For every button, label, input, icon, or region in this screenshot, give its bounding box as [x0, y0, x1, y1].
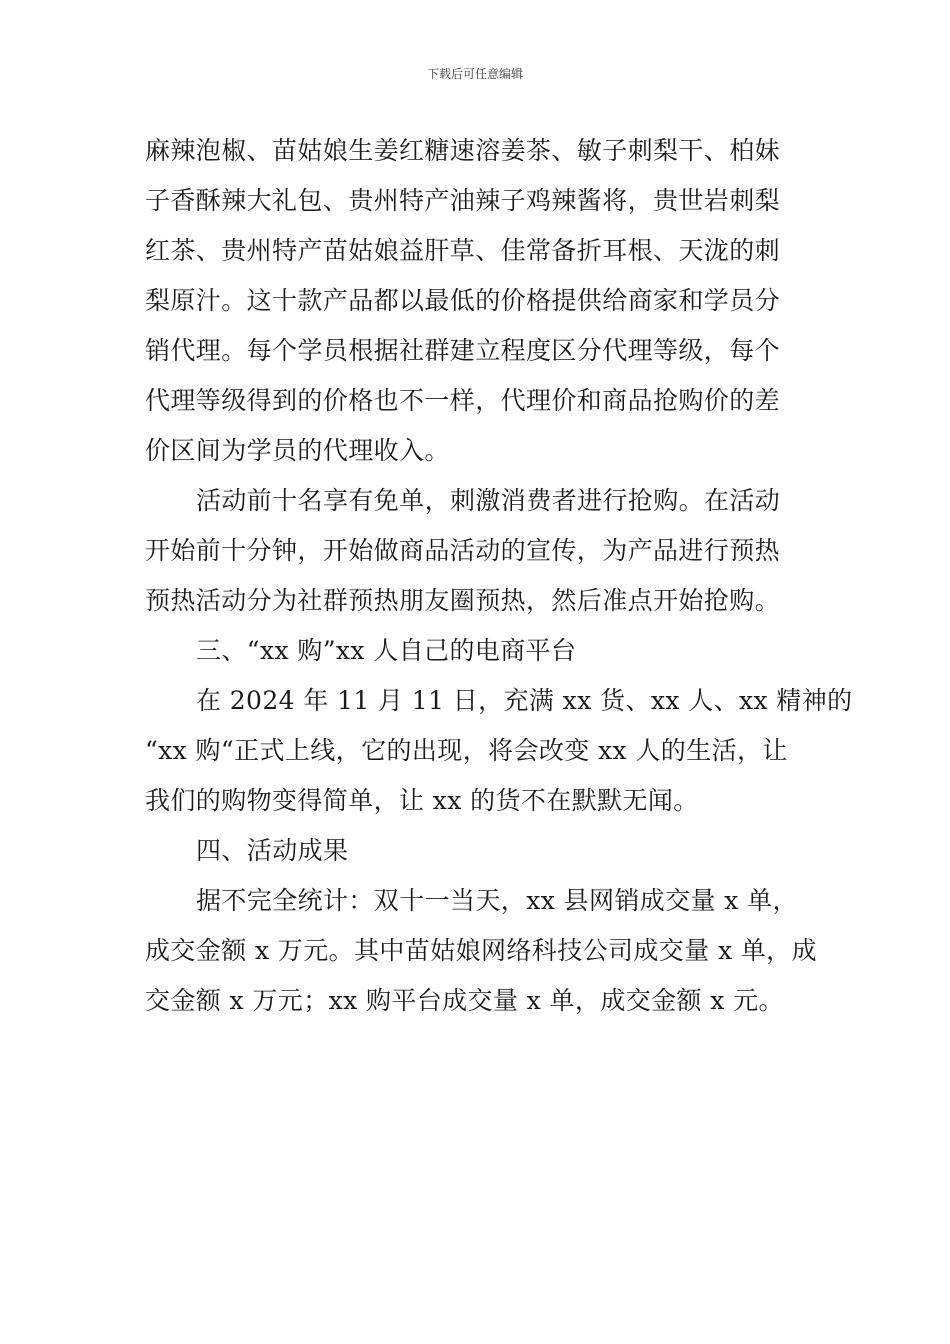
text-line: 在 2024 年 11 月 11 日，充满 xx 货、xx 人、xx 精神的	[196, 686, 853, 715]
page-header: 下载后可任意编辑	[426, 67, 523, 81]
text-line: 交金额 x 万元；xx 购平台成交量 x 单，成交金额 x 元。	[145, 986, 784, 1015]
text-line: 梨原汁。这十款产品都以最低的价格提供给商家和学员分	[145, 286, 781, 315]
heading-line: 三、“xx 购”xx 人自己的电商平台	[196, 636, 577, 665]
text-line: 开始前十分钟，开始做商品活动的宣传，为产品进行预热	[145, 536, 781, 565]
paragraph-platform	[145, 676, 853, 826]
section-heading-4	[145, 826, 810, 876]
text-line: 红茶、贵州特产苗姑娘益肝草、佳常备折耳根、天泷的刺	[145, 236, 781, 265]
text-line: 成交金额 x 万元。其中苗姑娘网络科技公司成交量 x 单，成	[145, 936, 817, 965]
paragraph-product-list	[145, 126, 810, 476]
text-line: 活动前十名享有免单，刺激消费者进行抢购。在活动	[196, 486, 781, 515]
text-line: 预热活动分为社群预热朋友圈预热，然后准点开始抢购。	[145, 586, 781, 615]
section-heading-3	[145, 626, 810, 676]
text-line: 我们的购物变得简单，让 xx 的货不在默默无闻。	[145, 786, 699, 815]
text-line: 价区间为学员的代理收入。	[145, 436, 450, 465]
paragraph-results	[145, 876, 817, 1026]
document-body	[145, 126, 853, 1026]
paragraph-activity	[145, 476, 810, 626]
text-line: 子香酥辣大礼包、贵州特产油辣子鸡辣酱将，贵世岩刺梨	[145, 186, 781, 215]
text-line: 代理等级得到的价格也不一样，代理价和商品抢购价的差	[145, 386, 781, 415]
text-line: 麻辣泡椒、苗姑娘生姜红糖速溶姜茶、敏子刺梨干、柏妹	[145, 136, 781, 165]
heading-line: 四、活动成果	[196, 836, 349, 865]
text-line: 销代理。每个学员根据社群建立程度区分代理等级，每个	[145, 336, 781, 365]
text-line: 据不完全统计：双十一当天，xx 县网销成交量 x 单，	[196, 886, 798, 915]
text-line: “xx 购“正式上线，它的出现，将会改变 xx 人的生活，让	[145, 736, 788, 765]
